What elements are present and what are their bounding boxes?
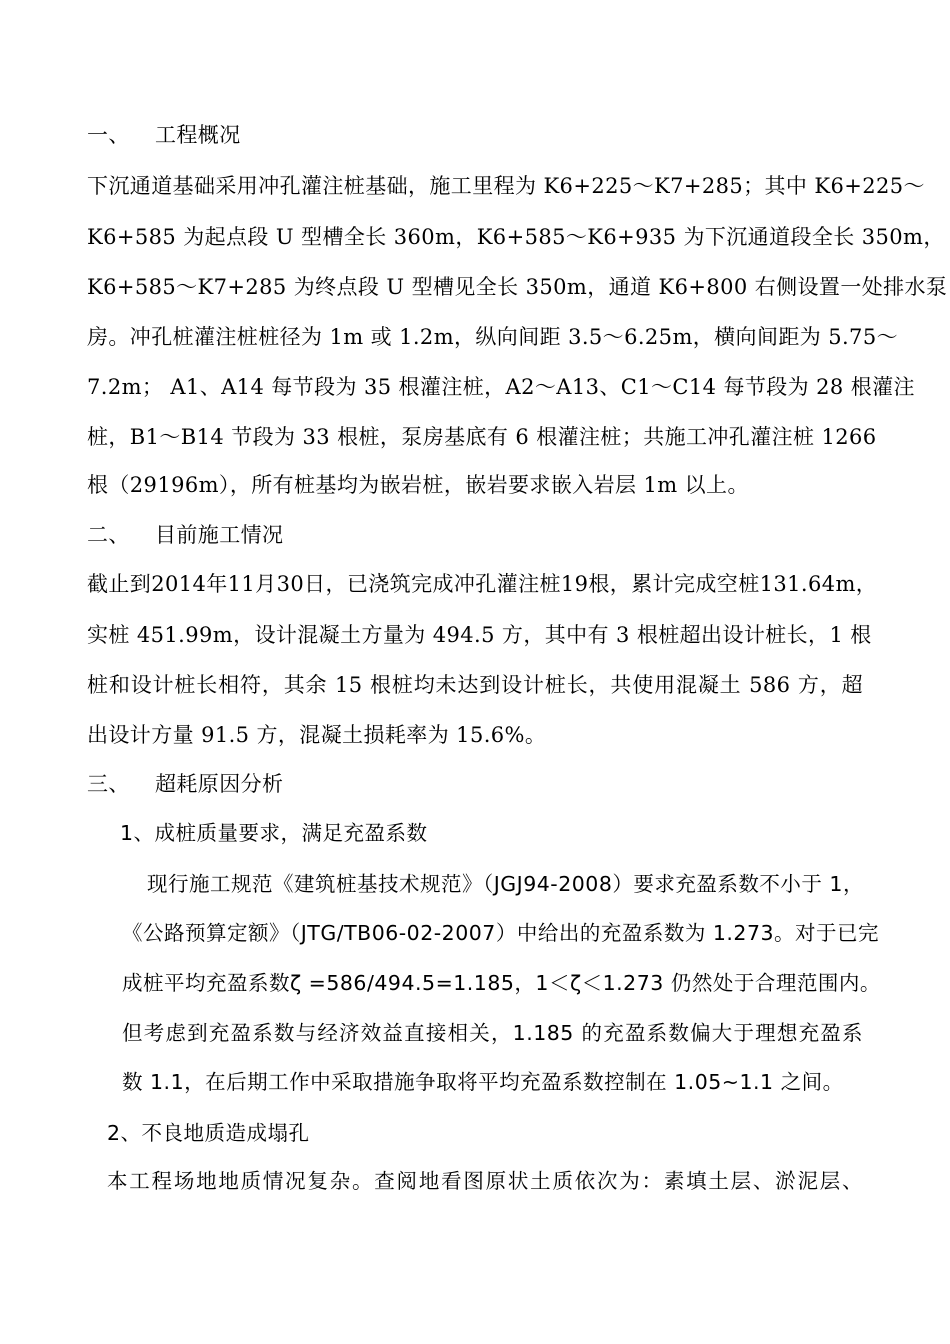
section-2-line-2: 实桩 451.99m，设计混凝土方量为 494.5 方，其中有 3 根桩超出设计桩长，1 根 bbox=[87, 623, 872, 647]
section-3-title: 超耗原因分析 bbox=[155, 772, 284, 796]
subsection-1-line-4: 但考虑到充盈系数与经济效益直接相关，1.185 的充盈系数偏大于理想充盈系 bbox=[122, 1021, 863, 1045]
section-1-line-6: 桩，B1～B14 节段为 33 根桩，泵房基底有 6 根灌注桩；共施工冲孔灌注桩 1266 bbox=[87, 425, 877, 449]
section-1-line-5: 7.2m； A1、A14 每节段为 35 根灌注桩，A2～A13、C1～C14 每节段为 28 根灌注 bbox=[87, 375, 915, 399]
section-2-line-1: 截止到2014年11月30日，已浇筑完成冲孔灌注桩19根，累计完成空桩131.64m， bbox=[87, 572, 878, 596]
section-1-line-3: K6+585～K7+285 为终点段 U 型槽见全长 350m，通道 K6+800 右侧设置一处排水泵 bbox=[87, 275, 948, 299]
section-2-title: 目前施工情况 bbox=[155, 523, 284, 547]
section-2-line-3: 桩和设计桩长相符，其余 15 根桩均未达到设计桩长，共使用混凝土 586 方，超 bbox=[87, 673, 863, 697]
subsection-1-line-5: 数 1.1，在后期工作中采取措施争取将平均充盈系数控制在 1.05~1.1 之间。 bbox=[122, 1070, 844, 1094]
section-3-number: 三、 bbox=[87, 772, 130, 796]
section-1-line-1: 下沉通道基础采用冲孔灌注桩基础，施工里程为 K6+225～K7+285；其中 K6+225～ bbox=[87, 174, 925, 198]
section-3-heading bbox=[87, 769, 283, 799]
subsection-1-line-3: 成桩平均充盈系数ζ =586/494.5=1.185，1＜ζ＜1.273 仍然处于合理范围内。 bbox=[122, 971, 881, 995]
section-2-number: 二、 bbox=[87, 523, 130, 547]
subsection-2-title: 2、不良地质造成塌孔 bbox=[107, 1121, 310, 1145]
section-1-title: 工程概况 bbox=[155, 123, 241, 147]
section-1-line-4: 房。冲孔桩灌注桩桩径为 1m 或 1.2m，纵向间距 3.5～6.25m，横向间距为 5.75～ bbox=[87, 325, 898, 349]
subsection-1-title: 1、成桩质量要求，满足充盈系数 bbox=[120, 821, 428, 845]
section-1-line-2: K6+585 为起点段 U 型槽全长 360m，K6+585～K6+935 为下沉通道段全长 350m， bbox=[87, 225, 945, 249]
subsection-1-line-1: 现行施工规范《建筑桩基技术规范》（JGJ94-2008）要求充盈系数不小于 1， bbox=[147, 872, 864, 896]
subsection-1-line-2: 《公路预算定额》（JTG/TB06-02-2007）中给出的充盈系数为 1.273。对于已完 bbox=[122, 921, 880, 945]
section-2-line-4: 出设计方量 91.5 方，混凝土损耗率为 15.6%。 bbox=[87, 723, 547, 747]
section-1-heading bbox=[87, 120, 241, 150]
section-1-number: 一、 bbox=[87, 123, 130, 147]
subsection-2-line-1: 本工程场地地质情况复杂。查阅地看图原状土质依次为：素填土层、淤泥层、 bbox=[107, 1169, 863, 1193]
section-2-heading bbox=[87, 520, 283, 550]
section-1-line-7: 根（29196m），所有桩基均为嵌岩桩，嵌岩要求嵌入岩层 1m 以上。 bbox=[87, 473, 749, 497]
